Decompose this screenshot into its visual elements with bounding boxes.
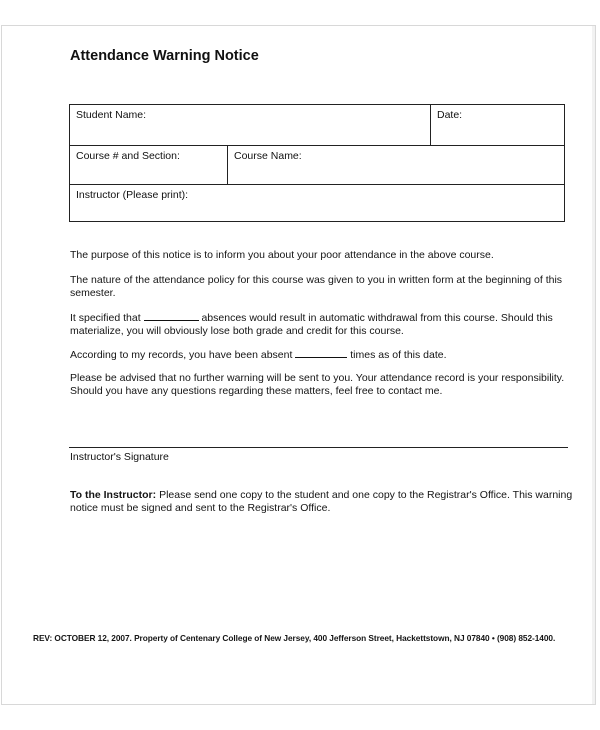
student-info-table bbox=[69, 104, 565, 222]
student-name-label: Student Name: bbox=[76, 109, 147, 121]
absence-count-text-after: times as of this date. bbox=[350, 349, 447, 361]
revision-footer: REV: OCTOBER 12, 2007. Property of Centenary College of New Jersey, 400 Jefferson Street, Hackettstown, NJ 07840 • (908) 852-1400. bbox=[33, 633, 556, 643]
absence-limit-blank[interactable] bbox=[144, 311, 199, 321]
paragraph-advisory: Please be advised that no further warning will be sent to you. Your attendance record is your responsibility. Should you have any questions regarding these matters, feel free to contact me. bbox=[70, 372, 565, 397]
signature-label: Instructor's Signature bbox=[70, 451, 169, 463]
form-row-course bbox=[70, 146, 564, 185]
form-row-student bbox=[70, 105, 564, 146]
paragraph-absence-limit bbox=[70, 311, 580, 338]
absence-limit-text-after: absences would result in automatic withdrawal from this course. Should this materialize, you will obviously lose both grade and credit for this course. bbox=[70, 312, 553, 337]
absence-count-text-before: According to my records, you have been absent bbox=[70, 349, 293, 361]
instructor-name-field[interactable] bbox=[70, 185, 564, 221]
paragraph-absence-count bbox=[70, 348, 580, 362]
document-title: Attendance Warning Notice bbox=[70, 48, 259, 64]
course-name-field[interactable] bbox=[227, 146, 564, 184]
paragraph-policy: The nature of the attendance policy for this course was given to you in written form at the beginning of this semester. bbox=[70, 274, 563, 299]
signature-line[interactable] bbox=[69, 447, 568, 448]
course-name-label: Course Name: bbox=[234, 150, 302, 162]
course-section-field[interactable] bbox=[70, 146, 227, 184]
instructor-note-label: To the Instructor: bbox=[70, 489, 157, 501]
date-label: Date: bbox=[437, 109, 463, 121]
absence-limit-text-before: It specified that bbox=[70, 312, 141, 324]
paragraph-purpose: The purpose of this notice is to inform you about your poor attendance in the above course. bbox=[70, 249, 494, 261]
instructor-note-text: Please send one copy to the student and one copy to the Registrar's Office. This warning notice must be signed and sent to the Registrar's Office. bbox=[70, 489, 573, 514]
student-name-field[interactable] bbox=[70, 105, 430, 145]
absence-count-blank[interactable] bbox=[295, 348, 347, 358]
instructor-note bbox=[70, 489, 580, 515]
course-section-label: Course # and Section: bbox=[76, 150, 180, 162]
instructor-name-label: Instructor (Please print): bbox=[76, 189, 189, 201]
form-row-instructor bbox=[70, 185, 564, 221]
date-field[interactable] bbox=[430, 105, 564, 145]
